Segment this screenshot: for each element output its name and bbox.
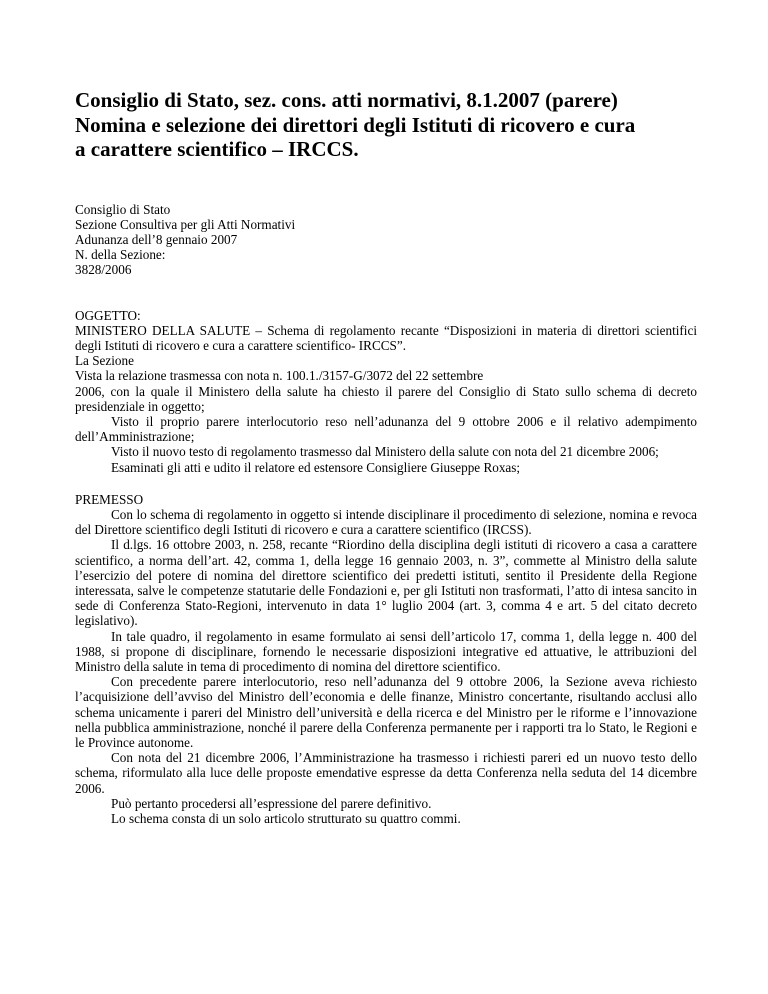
sezione-label: La Sezione [75, 353, 134, 369]
header-line: N. della Sezione: [75, 246, 166, 262]
premesso-section [75, 492, 697, 826]
esaminati-paragraph: Esaminati gli atti e udito il relatore ed estensore Consigliere Giuseppe Roxas; [111, 459, 521, 475]
vista-line-1: Vista la relazione trasmessa con nota n. 100.1./3157-G/3072 del 22 settembre [75, 368, 484, 384]
header-block [75, 202, 697, 277]
premesso-paragraph: Il d.lgs. 16 ottobre 2003, n. 258, recante “Riordino della disciplina degli istituti di ricovero a casa a carattere scientifico, a norma dell’art. 42, comma 1, della legge 16 gennaio 2003, n. 3”, commette al Ministro della salute l’esercizio del potere di nomina del direttore scientifico dei predetti istituti, sentito il Presidente della Regione interessata, salve le competenze statutarie delle Fondazioni e, per gli Istituti non trasformati, l’atto di intesa sancito in sede di Conferenza Stato-Regioni, intervenuto in data 1° luglio 2004 (art. 3, comma 4 e art. 5 del citato decreto legislativo). [75, 537, 697, 629]
title-line-3: a carattere scientifico – IRCCS. [75, 137, 359, 161]
oggetto-label: OGGETTO: [75, 307, 141, 323]
premesso-paragraph: In tale quadro, il regolamento in esame formulato ai sensi dell’articolo 17, comma 1, della legge n. 400 del 1988, si propone di disciplinare, fornendo le necessarie disposizioni integrative ed attuative, le attribuzioni del Ministro della salute in tema di procedimento di nomina del direttore scientifico. [75, 628, 697, 674]
title-line-2: Nomina e selezione dei direttori degli Istituti di ricovero e cura [75, 112, 636, 137]
header-line: Adunanza dell’8 gennaio 2007 [75, 231, 238, 247]
title-line-1: Consiglio di Stato, sez. cons. atti normativi, 8.1.2007 (parere) [75, 88, 618, 112]
oggetto-text: MINISTERO DELLA SALUTE – Schema di regolamento recante “Disposizioni in materia di direttori scientifici degli Istituti di ricovero e cura a carattere scientifico- IRCCS”. [75, 322, 697, 353]
premesso-paragraph: Con lo schema di regolamento in oggetto si intende disciplinare il procedimento di selezione, nomina e revoca del Direttore scientifico degli Istituti di ricovero e cura a carattere scientifico (IRCSS). [75, 506, 697, 538]
visto-paragraph: Visto il proprio parere interlocutorio reso nell’adunanza del 9 ottobre 2006 e il relativo adempimento dell’Amministrazione; [75, 413, 697, 445]
header-line: 3828/2006 [75, 261, 132, 277]
vista-line-2: 2006, con la quale il Ministero della salute ha chiesto il parere del Consiglio di Stato sullo schema di decreto presidenziale in oggetto; [75, 383, 697, 414]
document-page [75, 88, 697, 826]
premesso-paragraph: Può pertanto procedersi all’espressione del parere definitivo. [111, 795, 432, 811]
header-line: Consiglio di Stato [75, 201, 171, 217]
premesso-paragraph: Lo schema consta di un solo articolo strutturato su quattro commi. [111, 811, 461, 826]
premesso-paragraph: Con precedente parere interlocutorio, reso nell’adunanza del 9 ottobre 2006, la Sezione aveva richiesto l’acquisizione dell’avviso del Ministro dell’economia e delle finanze, Ministro concertante, risultando acclusi allo schema unicamente i pareri del Ministro dell’università e della ricerca e del Ministro per le riforme e l’innovazione nella pubblica amministrazione, nonché il parere della Conferenza permanente per i rapporti tra lo Stato, le Regioni e le Province autonome. [75, 674, 697, 750]
header-line: Sezione Consultiva per gli Atti Normativi [75, 216, 296, 232]
premesso-paragraph: Con nota del 21 dicembre 2006, l’Amministrazione ha trasmesso i richiesti pareri ed un nuovo testo dello schema, riformulato alla luce delle proposte emendative espresse da detta Conferenza nella seduta del 14 dicembre 2006. [75, 750, 697, 796]
visto-paragraph: Visto il nuovo testo di regolamento trasmesso dal Ministero della salute con nota del 21 dicembre 2006; [111, 444, 659, 460]
document-title [75, 88, 697, 162]
premesso-label: PREMESSO [75, 491, 144, 507]
oggetto-section [75, 308, 697, 475]
